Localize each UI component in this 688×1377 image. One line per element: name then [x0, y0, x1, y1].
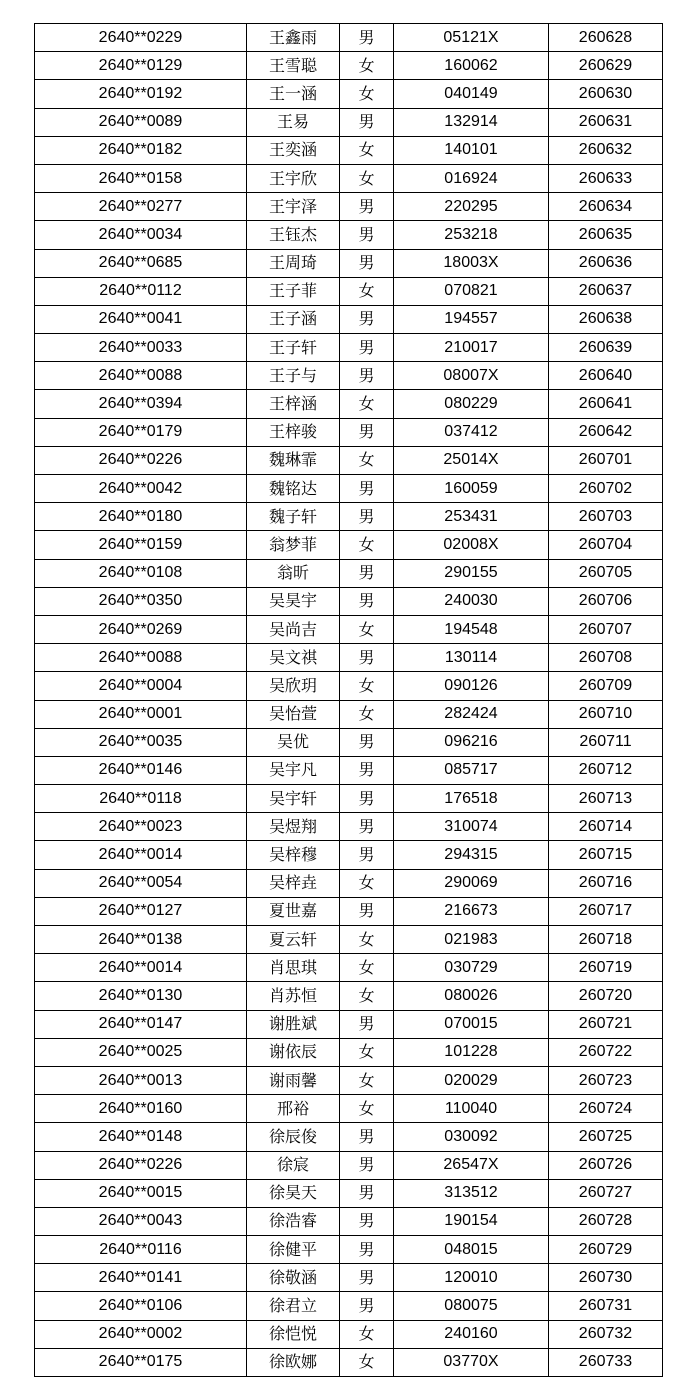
code-cell: 021983	[394, 926, 549, 954]
table-row	[35, 136, 663, 164]
number-cell: 260708	[549, 644, 663, 672]
table-row	[35, 334, 663, 362]
code-cell: 030729	[394, 954, 549, 982]
id-cell: 2640**0127	[35, 897, 247, 925]
number-cell: 260633	[549, 164, 663, 192]
gender-cell: 男	[340, 249, 394, 277]
number-cell: 260733	[549, 1348, 663, 1376]
table-row	[35, 1207, 663, 1235]
code-cell: 080026	[394, 982, 549, 1010]
table-row	[35, 841, 663, 869]
id-cell: 2640**0034	[35, 221, 247, 249]
id-cell: 2640**0014	[35, 954, 247, 982]
id-cell: 2640**0004	[35, 672, 247, 700]
table-row	[35, 503, 663, 531]
id-cell: 2640**0054	[35, 869, 247, 897]
name-cell: 王奕涵	[247, 136, 340, 164]
table-row	[35, 1264, 663, 1292]
code-cell: 090126	[394, 672, 549, 700]
id-cell: 2640**0147	[35, 1010, 247, 1038]
table-row	[35, 982, 663, 1010]
name-cell: 吴文祺	[247, 644, 340, 672]
table-row	[35, 587, 663, 615]
name-cell: 谢依辰	[247, 1038, 340, 1066]
name-cell: 谢雨馨	[247, 1066, 340, 1094]
code-cell: 08007X	[394, 362, 549, 390]
gender-cell: 男	[340, 1010, 394, 1038]
id-cell: 2640**0146	[35, 756, 247, 784]
code-cell: 080229	[394, 390, 549, 418]
id-cell: 2640**0394	[35, 390, 247, 418]
number-cell: 260728	[549, 1207, 663, 1235]
table-row	[35, 362, 663, 390]
gender-cell: 男	[340, 1264, 394, 1292]
gender-cell: 女	[340, 80, 394, 108]
name-cell: 王宇欣	[247, 164, 340, 192]
table-row	[35, 1292, 663, 1320]
name-cell: 翁梦菲	[247, 531, 340, 559]
id-cell: 2640**0182	[35, 136, 247, 164]
name-cell: 魏铭达	[247, 475, 340, 503]
name-cell: 吴梓穆	[247, 841, 340, 869]
gender-cell: 男	[340, 1179, 394, 1207]
gender-cell: 女	[340, 136, 394, 164]
id-cell: 2640**0180	[35, 503, 247, 531]
gender-cell: 男	[340, 193, 394, 221]
number-cell: 260723	[549, 1066, 663, 1094]
number-cell: 260704	[549, 531, 663, 559]
id-cell: 2640**0116	[35, 1236, 247, 1264]
id-cell: 2640**0112	[35, 277, 247, 305]
gender-cell: 男	[340, 559, 394, 587]
name-cell: 吴梓垚	[247, 869, 340, 897]
id-cell: 2640**0129	[35, 52, 247, 80]
gender-cell: 女	[340, 672, 394, 700]
code-cell: 25014X	[394, 446, 549, 474]
name-cell: 吴尚吉	[247, 615, 340, 643]
name-cell: 王周琦	[247, 249, 340, 277]
gender-cell: 男	[340, 785, 394, 813]
gender-cell: 男	[340, 897, 394, 925]
gender-cell: 女	[340, 700, 394, 728]
id-cell: 2640**0192	[35, 80, 247, 108]
name-cell: 邢裕	[247, 1095, 340, 1123]
number-cell: 260706	[549, 587, 663, 615]
id-cell: 2640**0685	[35, 249, 247, 277]
student-table-body	[35, 24, 663, 1377]
table-row	[35, 700, 663, 728]
name-cell: 翁昕	[247, 559, 340, 587]
code-cell: 194557	[394, 305, 549, 333]
number-cell: 260709	[549, 672, 663, 700]
table-row	[35, 1095, 663, 1123]
id-cell: 2640**0160	[35, 1095, 247, 1123]
table-row	[35, 644, 663, 672]
code-cell: 110040	[394, 1095, 549, 1123]
gender-cell: 女	[340, 869, 394, 897]
gender-cell: 男	[340, 475, 394, 503]
name-cell: 王梓涵	[247, 390, 340, 418]
table-row	[35, 475, 663, 503]
table-row	[35, 531, 663, 559]
number-cell: 260710	[549, 700, 663, 728]
name-cell: 夏云轩	[247, 926, 340, 954]
gender-cell: 男	[340, 1151, 394, 1179]
code-cell: 216673	[394, 897, 549, 925]
code-cell: 313512	[394, 1179, 549, 1207]
number-cell: 260724	[549, 1095, 663, 1123]
id-cell: 2640**0041	[35, 305, 247, 333]
code-cell: 02008X	[394, 531, 549, 559]
code-cell: 030092	[394, 1123, 549, 1151]
name-cell: 吴宇凡	[247, 756, 340, 784]
table-row	[35, 559, 663, 587]
table-row	[35, 1010, 663, 1038]
code-cell: 18003X	[394, 249, 549, 277]
id-cell: 2640**0226	[35, 1151, 247, 1179]
id-cell: 2640**0106	[35, 1292, 247, 1320]
table-row	[35, 390, 663, 418]
code-cell: 294315	[394, 841, 549, 869]
name-cell: 王子菲	[247, 277, 340, 305]
gender-cell: 男	[340, 1123, 394, 1151]
code-cell: 070015	[394, 1010, 549, 1038]
table-row	[35, 897, 663, 925]
number-cell: 260632	[549, 136, 663, 164]
gender-cell: 男	[340, 418, 394, 446]
code-cell: 070821	[394, 277, 549, 305]
id-cell: 2640**0277	[35, 193, 247, 221]
code-cell: 240030	[394, 587, 549, 615]
number-cell: 260707	[549, 615, 663, 643]
name-cell: 徐敬涵	[247, 1264, 340, 1292]
number-cell: 260731	[549, 1292, 663, 1320]
code-cell: 26547X	[394, 1151, 549, 1179]
id-cell: 2640**0141	[35, 1264, 247, 1292]
code-cell: 282424	[394, 700, 549, 728]
code-cell: 016924	[394, 164, 549, 192]
table-row	[35, 52, 663, 80]
name-cell: 徐健平	[247, 1236, 340, 1264]
gender-cell: 男	[340, 221, 394, 249]
gender-cell: 女	[340, 982, 394, 1010]
name-cell: 徐宸	[247, 1151, 340, 1179]
gender-cell: 女	[340, 531, 394, 559]
id-cell: 2640**0014	[35, 841, 247, 869]
number-cell: 260726	[549, 1151, 663, 1179]
name-cell: 王子涵	[247, 305, 340, 333]
id-cell: 2640**0089	[35, 108, 247, 136]
id-cell: 2640**0108	[35, 559, 247, 587]
name-cell: 王易	[247, 108, 340, 136]
gender-cell: 男	[340, 841, 394, 869]
number-cell: 260727	[549, 1179, 663, 1207]
gender-cell: 男	[340, 1207, 394, 1235]
number-cell: 260630	[549, 80, 663, 108]
gender-cell: 男	[340, 1292, 394, 1320]
table-row	[35, 108, 663, 136]
name-cell: 王鑫雨	[247, 24, 340, 52]
number-cell: 260628	[549, 24, 663, 52]
name-cell: 徐恺悦	[247, 1320, 340, 1348]
table-row	[35, 1179, 663, 1207]
id-cell: 2640**0118	[35, 785, 247, 813]
number-cell: 260714	[549, 813, 663, 841]
gender-cell: 女	[340, 1095, 394, 1123]
gender-cell: 女	[340, 164, 394, 192]
gender-cell: 男	[340, 728, 394, 756]
id-cell: 2640**0138	[35, 926, 247, 954]
name-cell: 徐君立	[247, 1292, 340, 1320]
name-cell: 夏世嘉	[247, 897, 340, 925]
code-cell: 037412	[394, 418, 549, 446]
code-cell: 210017	[394, 334, 549, 362]
code-cell: 096216	[394, 728, 549, 756]
number-cell: 260629	[549, 52, 663, 80]
code-cell: 190154	[394, 1207, 549, 1235]
gender-cell: 女	[340, 1038, 394, 1066]
code-cell: 160062	[394, 52, 549, 80]
table-row	[35, 1123, 663, 1151]
table-row	[35, 672, 663, 700]
table-row	[35, 785, 663, 813]
table-row	[35, 615, 663, 643]
table-row	[35, 756, 663, 784]
table-row	[35, 80, 663, 108]
name-cell: 王子与	[247, 362, 340, 390]
table-row	[35, 1320, 663, 1348]
id-cell: 2640**0002	[35, 1320, 247, 1348]
id-cell: 2640**0226	[35, 446, 247, 474]
number-cell: 260703	[549, 503, 663, 531]
code-cell: 040149	[394, 80, 549, 108]
table-row	[35, 418, 663, 446]
id-cell: 2640**0148	[35, 1123, 247, 1151]
name-cell: 徐浩睿	[247, 1207, 340, 1235]
name-cell: 王梓骏	[247, 418, 340, 446]
code-cell: 101228	[394, 1038, 549, 1066]
gender-cell: 女	[340, 1320, 394, 1348]
code-cell: 240160	[394, 1320, 549, 1348]
table-row	[35, 869, 663, 897]
id-cell: 2640**0025	[35, 1038, 247, 1066]
number-cell: 260635	[549, 221, 663, 249]
code-cell: 120010	[394, 1264, 549, 1292]
code-cell: 020029	[394, 1066, 549, 1094]
gender-cell: 男	[340, 756, 394, 784]
number-cell: 260715	[549, 841, 663, 869]
name-cell: 肖苏恒	[247, 982, 340, 1010]
name-cell: 徐昊天	[247, 1179, 340, 1207]
number-cell: 260730	[549, 1264, 663, 1292]
name-cell: 吴优	[247, 728, 340, 756]
id-cell: 2640**0015	[35, 1179, 247, 1207]
id-cell: 2640**0042	[35, 475, 247, 503]
code-cell: 080075	[394, 1292, 549, 1320]
table-row	[35, 221, 663, 249]
code-cell: 176518	[394, 785, 549, 813]
code-cell: 290069	[394, 869, 549, 897]
table-row	[35, 728, 663, 756]
name-cell: 肖思琪	[247, 954, 340, 982]
table-row	[35, 277, 663, 305]
number-cell: 260729	[549, 1236, 663, 1264]
table-row	[35, 954, 663, 982]
gender-cell: 男	[340, 644, 394, 672]
gender-cell: 男	[340, 813, 394, 841]
table-row	[35, 249, 663, 277]
id-cell: 2640**0023	[35, 813, 247, 841]
number-cell: 260722	[549, 1038, 663, 1066]
number-cell: 260711	[549, 728, 663, 756]
id-cell: 2640**0001	[35, 700, 247, 728]
gender-cell: 女	[340, 52, 394, 80]
number-cell: 260721	[549, 1010, 663, 1038]
number-cell: 260631	[549, 108, 663, 136]
gender-cell: 女	[340, 390, 394, 418]
name-cell: 王一涵	[247, 80, 340, 108]
number-cell: 260719	[549, 954, 663, 982]
number-cell: 260712	[549, 756, 663, 784]
name-cell: 徐辰俊	[247, 1123, 340, 1151]
gender-cell: 女	[340, 926, 394, 954]
gender-cell: 男	[340, 24, 394, 52]
id-cell: 2640**0088	[35, 362, 247, 390]
table-row	[35, 1066, 663, 1094]
gender-cell: 男	[340, 503, 394, 531]
number-cell: 260725	[549, 1123, 663, 1151]
table-row	[35, 926, 663, 954]
gender-cell: 男	[340, 305, 394, 333]
gender-cell: 女	[340, 277, 394, 305]
number-cell: 260638	[549, 305, 663, 333]
code-cell: 085717	[394, 756, 549, 784]
table-row	[35, 446, 663, 474]
gender-cell: 男	[340, 334, 394, 362]
name-cell: 魏琳霏	[247, 446, 340, 474]
number-cell: 260705	[549, 559, 663, 587]
id-cell: 2640**0130	[35, 982, 247, 1010]
table-row	[35, 193, 663, 221]
id-cell: 2640**0035	[35, 728, 247, 756]
gender-cell: 女	[340, 446, 394, 474]
name-cell: 王钰杰	[247, 221, 340, 249]
number-cell: 260717	[549, 897, 663, 925]
table-row	[35, 1038, 663, 1066]
number-cell: 260642	[549, 418, 663, 446]
id-cell: 2640**0175	[35, 1348, 247, 1376]
id-cell: 2640**0033	[35, 334, 247, 362]
code-cell: 310074	[394, 813, 549, 841]
name-cell: 吴怡萱	[247, 700, 340, 728]
gender-cell: 女	[340, 1348, 394, 1376]
code-cell: 290155	[394, 559, 549, 587]
number-cell: 260701	[549, 446, 663, 474]
gender-cell: 男	[340, 108, 394, 136]
id-cell: 2640**0179	[35, 418, 247, 446]
gender-cell: 女	[340, 615, 394, 643]
number-cell: 260640	[549, 362, 663, 390]
code-cell: 253218	[394, 221, 549, 249]
code-cell: 05121X	[394, 24, 549, 52]
number-cell: 260637	[549, 277, 663, 305]
code-cell: 048015	[394, 1236, 549, 1264]
code-cell: 253431	[394, 503, 549, 531]
code-cell: 160059	[394, 475, 549, 503]
id-cell: 2640**0229	[35, 24, 247, 52]
table-row	[35, 164, 663, 192]
code-cell: 03770X	[394, 1348, 549, 1376]
name-cell: 吴煜翔	[247, 813, 340, 841]
name-cell: 王子轩	[247, 334, 340, 362]
code-cell: 132914	[394, 108, 549, 136]
number-cell: 260732	[549, 1320, 663, 1348]
code-cell: 194548	[394, 615, 549, 643]
id-cell: 2640**0269	[35, 615, 247, 643]
number-cell: 260718	[549, 926, 663, 954]
name-cell: 吴欣玥	[247, 672, 340, 700]
gender-cell: 男	[340, 587, 394, 615]
number-cell: 260636	[549, 249, 663, 277]
name-cell: 魏子轩	[247, 503, 340, 531]
student-table	[34, 23, 663, 1377]
id-cell: 2640**0159	[35, 531, 247, 559]
number-cell: 260641	[549, 390, 663, 418]
code-cell: 140101	[394, 136, 549, 164]
name-cell: 吴昊宇	[247, 587, 340, 615]
gender-cell: 女	[340, 1066, 394, 1094]
name-cell: 王宇泽	[247, 193, 340, 221]
number-cell: 260639	[549, 334, 663, 362]
gender-cell: 男	[340, 362, 394, 390]
id-cell: 2640**0088	[35, 644, 247, 672]
name-cell: 谢胜斌	[247, 1010, 340, 1038]
number-cell: 260702	[549, 475, 663, 503]
id-cell: 2640**0350	[35, 587, 247, 615]
table-row	[35, 1236, 663, 1264]
gender-cell: 男	[340, 1236, 394, 1264]
name-cell: 王雪聪	[247, 52, 340, 80]
number-cell: 260720	[549, 982, 663, 1010]
table-row	[35, 813, 663, 841]
id-cell: 2640**0043	[35, 1207, 247, 1235]
number-cell: 260634	[549, 193, 663, 221]
name-cell: 吴宇轩	[247, 785, 340, 813]
id-cell: 2640**0158	[35, 164, 247, 192]
code-cell: 220295	[394, 193, 549, 221]
table-row	[35, 1151, 663, 1179]
table-row	[35, 305, 663, 333]
number-cell: 260713	[549, 785, 663, 813]
student-table-container	[34, 23, 662, 1377]
code-cell: 130114	[394, 644, 549, 672]
name-cell: 徐欧娜	[247, 1348, 340, 1376]
number-cell: 260716	[549, 869, 663, 897]
table-row	[35, 24, 663, 52]
id-cell: 2640**0013	[35, 1066, 247, 1094]
gender-cell: 女	[340, 954, 394, 982]
